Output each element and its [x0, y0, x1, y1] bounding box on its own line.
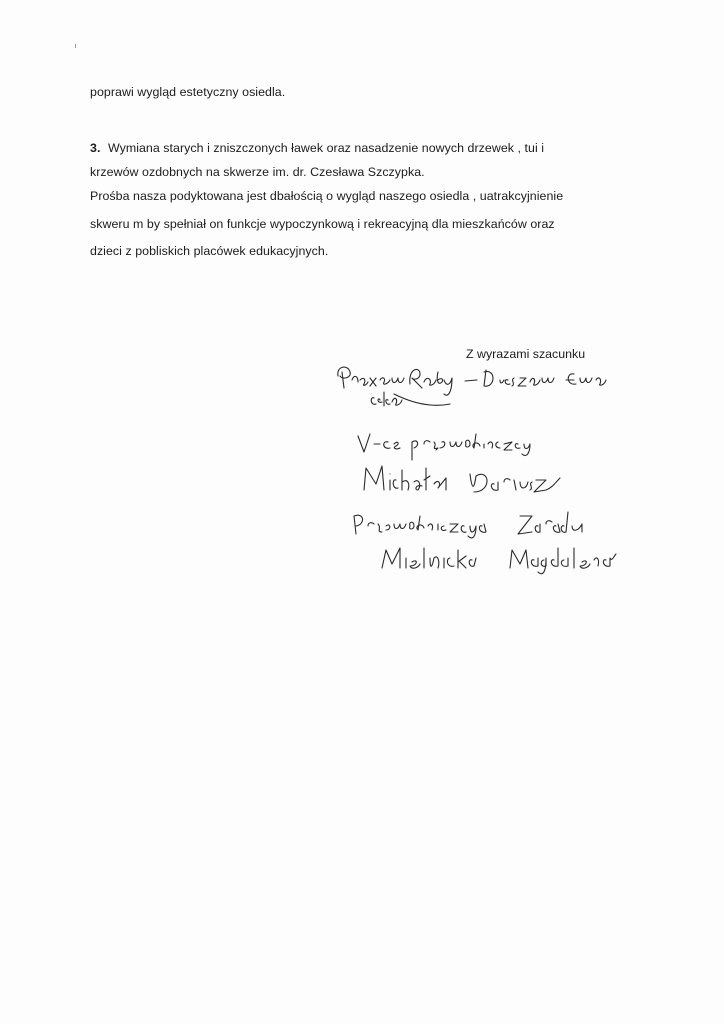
signature-drawing: [320, 350, 640, 590]
signature-2: [358, 434, 530, 460]
item-3-text-1: Wymiana starych i zniszczonych ławek oraz nasadzenie nowych drzewek , tui i: [107, 141, 545, 155]
scan-artifact: [75, 44, 76, 48]
signature-1: [338, 367, 606, 406]
closing-phrase: Z wyrazami szacunku: [466, 347, 586, 361]
justification-line-1: Prośba nasza podyktowana jest dbałością o wygląd naszego osiedla , uatrakcyjnienie: [90, 189, 564, 203]
signature-4: [354, 512, 582, 538]
signature-3: [364, 466, 560, 492]
signature-5: [382, 548, 616, 574]
item-3-line-2: krzewów ozdobnych na skwerze im. dr. Czesława Szczypka.: [90, 165, 425, 179]
justification-line-3: dzieci z pobliskich placówek edukacyjnych.: [90, 244, 329, 258]
justification-line-2: skweru m by spełniał on funkcje wypoczynkową i rekreacyjną dla mieszkańców oraz: [90, 217, 555, 231]
item-3-line-1: [90, 140, 544, 156]
item-number: 3.: [90, 141, 101, 155]
paragraph-end-line: poprawi wygląd estetyczny osiedla.: [90, 85, 286, 99]
handwritten-signatures: [320, 350, 640, 590]
